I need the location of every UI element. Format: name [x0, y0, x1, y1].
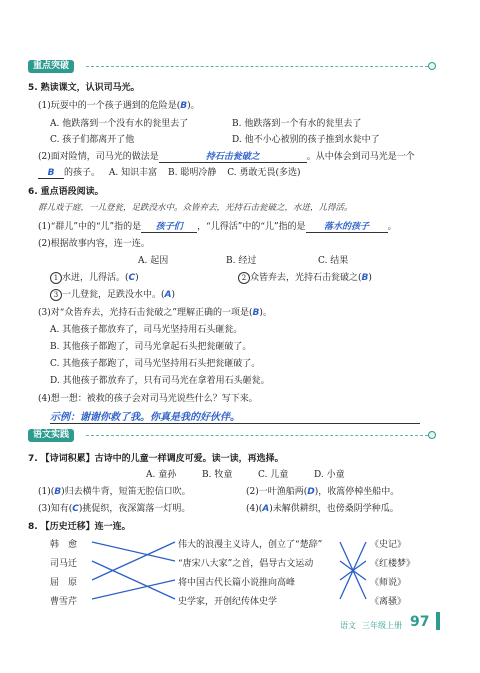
- answer-handwritten: 示例：谢谢你救了我。你真是我的好伙伴。: [50, 412, 240, 423]
- option-c: C. 孩子们都离开了他: [50, 135, 135, 145]
- q6-sub2: (2)根据故事内容，连一连。: [38, 239, 150, 249]
- option-b: B. 其他孩子都跑了，司马光拿起石头把瓮砸破了。: [50, 342, 252, 352]
- option-a: A. 童孙: [146, 470, 177, 480]
- poem-item-3: (3)知有(C)挑促织，夜深篱落一灯明。: [38, 504, 191, 514]
- poem-item-4: (4)(A)未解供耕织，也傍桑阴学种瓜。: [246, 504, 399, 514]
- stage-c: C. 结果: [318, 256, 349, 266]
- section-title-key-breakthrough: 重点突破: [28, 60, 74, 73]
- question-number: 5.: [28, 83, 38, 93]
- option-d: D. 其他孩子都放弃了，只有司马光在拿着用石头砸瓮。: [50, 376, 270, 386]
- match-line: [92, 542, 175, 580]
- clause-3: 3 一儿登瓮，足跌没水中。(A): [50, 287, 175, 301]
- description: 史学家，开创纪传体史学: [178, 597, 278, 607]
- stage-a: A. 起因: [138, 256, 169, 266]
- work-title: 《师说》: [370, 578, 407, 588]
- option-b: B. 牧童: [202, 470, 233, 480]
- footer-subject: 语文: [340, 621, 356, 630]
- author-han-yu: 韩 愈: [50, 540, 78, 550]
- q6-sub4: (4)想一想：被救的孩子会对司马光说些什么？写下来。: [38, 394, 258, 404]
- section-title-practice: 语文实践: [28, 429, 74, 442]
- work-title: 《史记》: [370, 540, 407, 550]
- question-6: 6. 重点语段阅读。: [28, 187, 104, 197]
- question-7: 7. 【诗词积累】古诗中的儿童一样调皮可爱。读一读，再选择。: [28, 454, 284, 464]
- option-a: A. 他跌落到一个没有水的瓮里去了: [50, 119, 189, 129]
- q6-sub1: (1)“群儿”中的“儿”指的是 孩子们 ，“儿得活”中的“儿”指的是 落水的孩子 。: [38, 219, 397, 233]
- option-a: A. 其他孩子都放弃了，司马光坚持用石头砸瓮。: [50, 325, 243, 335]
- question-8: 8. 【历史迁移】连一连。: [28, 522, 131, 532]
- option-b: B. 他跌落到一个有水的瓮里去了: [232, 119, 362, 129]
- q5-sub1: (1)玩耍中的一个孩子遇到的危险是(B)。: [38, 101, 200, 111]
- answer-handwritten: B: [38, 168, 64, 179]
- option-d: D. 他不小心被别的孩子推到水瓮中了: [232, 135, 380, 145]
- author-sima-qian: 司马迁: [50, 559, 78, 569]
- answer-handwritten: B: [180, 101, 188, 111]
- match-line: [92, 561, 175, 599]
- option-d: D. 小童: [314, 470, 345, 480]
- description: “唐宋八大家”之首，倡导古文运动: [178, 559, 314, 569]
- answer-handwritten: 落水的孩子: [306, 219, 388, 233]
- poem-item-2: (2)一叶渔船两(D)，收篙停棹坐船中。: [246, 487, 400, 497]
- stage-b: B. 经过: [226, 256, 257, 266]
- work-title: 《红楼梦》: [370, 559, 416, 569]
- clause-2: 2 众皆弃去，光持石击瓮破之(B): [238, 270, 372, 284]
- page-tab-marker: [436, 612, 440, 630]
- option-c: C. 儿童: [258, 470, 289, 480]
- question-stem: 熟读课文，认识司马光。: [40, 83, 140, 93]
- description: 伟大的浪漫主义诗人，创立了“楚辞”: [178, 540, 323, 550]
- match-line: [92, 542, 175, 561]
- option-c: C. 其他孩子都跑了，司马光坚持用石头把瓮砸破了。: [50, 359, 261, 369]
- work-title: 《离骚》: [370, 597, 407, 607]
- answer-handwritten: 持石击瓮破之: [159, 149, 307, 163]
- q5-sub2-choice: B 的孩子。 A. 知识丰富 B. 聪明冷静 C. 勇敢无畏(多选): [38, 165, 301, 179]
- page-number: 97: [410, 614, 430, 630]
- q6-sub3: (3)对“众皆弃去，光持石击瓮破之”理解正确的一项是(B)。: [38, 308, 272, 318]
- author-cao-xueqin: 曹雪芹: [50, 597, 78, 607]
- clause-1: 1 水迸，儿得活。(C): [50, 270, 139, 284]
- description: 将中国古代长篇小说推向高峰: [178, 578, 296, 588]
- footer-grade: 三年级上册: [362, 621, 402, 630]
- answer-handwritten: 孩子们: [141, 219, 197, 233]
- q5-sub2: (2)面对险情，司马光的做法是 持石击瓮破之 。从中体会到司马光是一个: [38, 149, 415, 163]
- poem-item-1: (1)(B)归去横牛背，短笛无腔信口吹。: [38, 487, 191, 497]
- reading-passage: 群儿戏于庭，一儿登瓮，足跌没水中。众皆弃去，光持石击瓮破之，水迸，儿得活。: [38, 203, 353, 213]
- match-line: [92, 580, 175, 599]
- author-qu-yuan: 屈 原: [50, 578, 78, 588]
